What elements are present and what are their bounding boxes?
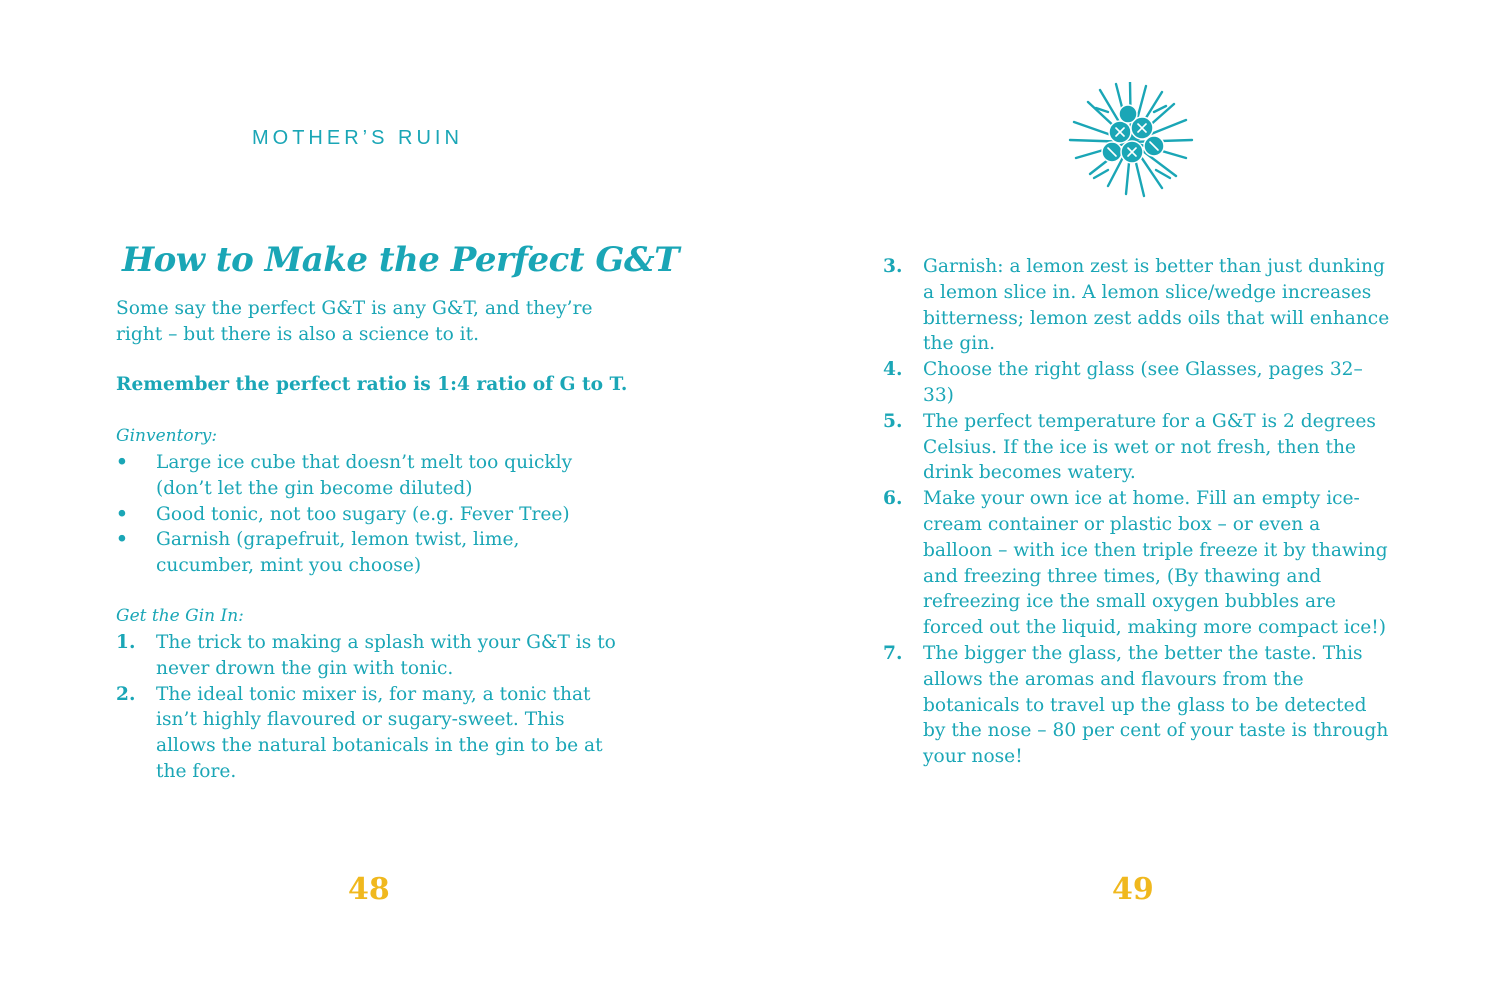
ginventory-list [116,450,616,579]
list-item [116,527,616,579]
bullet-marker: • [116,503,128,525]
step-number: 3. [883,256,903,277]
list-item-text: Make your own ice at home. Fill an empty ice-cream container or plastic box – or even a balloon – with ice then triple freeze it by thawing and freezing three times, (By thawing and refreezing ice the small oxygen bubbles are forced out the liquid, making more compact ice!) [923,488,1388,639]
get-the-gin-in-heading: Get the Gin In: [116,606,244,626]
list-item [116,502,616,528]
list-item [883,254,1393,357]
list-item [116,682,616,785]
list-item-text: The bigger the glass, the better the taste. This allows the aromas and flavours from the botanicals to travel up the glass to be detected by the nose – 80 per cent of your taste is through your nose! [923,642,1389,768]
list-item [116,450,616,502]
list-item-text: Garnish: a lemon zest is better than just dunking a lemon slice in. A lemon slice/wedge increases bitterness; lemon zest adds oils that will enhance the gin. [923,256,1390,355]
bullet-marker: • [116,452,128,473]
list-item-text: Choose the right glass (see Glasses, pages 32–33) [923,359,1363,406]
bullet-marker: • [116,529,128,551]
intro-paragraph: Some say the perfect G&T is any G&T, and they’re right – but there is also a science to it. [116,298,593,345]
list-item-text: Garnish (grapefruit, lemon twist, lime, cucumber, mint you choose) [156,529,520,577]
step-number: 4. [883,359,903,381]
list-item-text: The trick to making a splash with your G&T is to never drown the gin with tonic. [156,632,616,679]
page-title: How to Make the Perfect G&T [122,240,679,280]
right-page-body [883,0,1403,1000]
step-number: 7. [883,642,903,664]
steps-list-left [116,630,616,785]
list-item [883,641,1393,770]
list-item-text: Good tonic, not too sugary (e.g. Fever Tree) [156,503,570,525]
list-item-text: The ideal tonic mixer is, for many, a tonic that isn’t highly flavoured or sugary-sweet. This allows the natural botanicals in the gin to be at the fore. [156,683,603,782]
list-item [883,357,1393,409]
step-number: 6. [883,488,903,510]
right-page [750,0,1500,1000]
ginventory-heading: Ginventory: [116,426,218,446]
list-item-text: Large ice cube that doesn’t melt too quickly (don’t let the gin become diluted) [156,452,573,499]
step-number: 5. [883,410,903,432]
list-item-text: The perfect temperature for a G&T is 2 degrees Celsius. If the ice is wet or not fresh, then the drink becomes watery. [923,410,1376,484]
page-number: 49 [1112,872,1154,907]
list-item [116,630,616,682]
step-number: 1. [116,632,136,653]
steps-list-right [883,254,1393,770]
page-number: 48 [348,872,390,907]
running-head: MOTHER’S RUIN [252,127,463,149]
list-item [883,486,1393,641]
step-number: 2. [116,683,136,705]
list-item [883,409,1393,486]
ratio-statement: Remember the perfect ratio is 1:4 ratio of G to T. [116,374,628,395]
